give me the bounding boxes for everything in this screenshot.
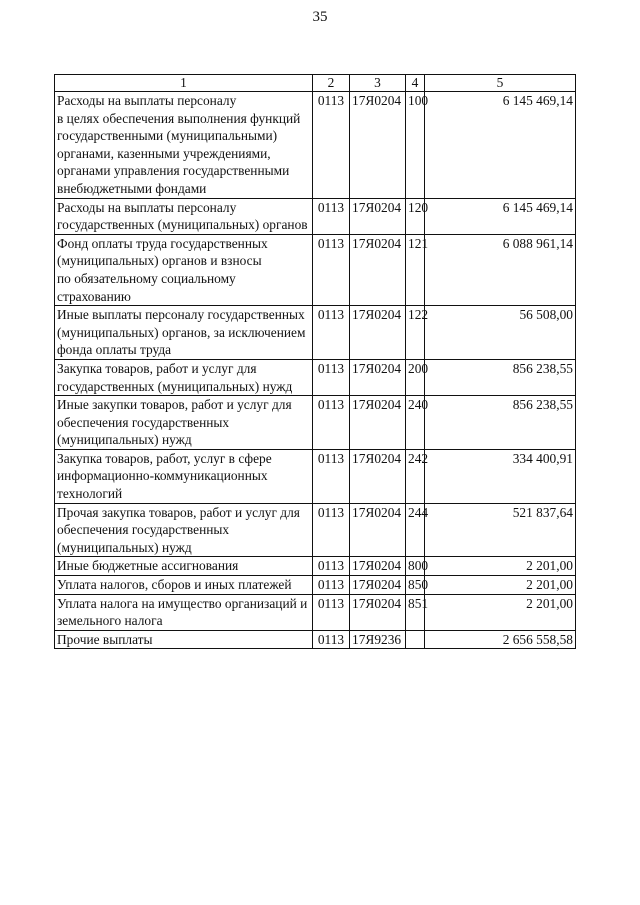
row-name-cell: Расходы на выплаты персоналу в целях обеспечения выполнения функций государственными (муниципальными) органами, казенными учреждениями, органами управления государственными внебюджетными фондами xyxy=(55,92,313,199)
row-article-cell: 17Я0204 xyxy=(350,576,406,595)
row-section-cell: 0113 xyxy=(313,557,350,576)
row-type-cell: 122 xyxy=(406,306,425,360)
row-name-cell: Фонд оплаты труда государственных (муниципальных) органов и взносы по обязательному социальному страхованию xyxy=(55,234,313,305)
header-row xyxy=(55,75,576,92)
row-name-cell: Расходы на выплаты персоналу государственных (муниципальных) органов xyxy=(55,198,313,234)
column-header-5: 5 xyxy=(425,75,576,92)
row-article-cell: 17Я0204 xyxy=(350,396,406,450)
row-section-cell: 0113 xyxy=(313,630,350,649)
column-header-2: 2 xyxy=(313,75,350,92)
row-name-cell: Закупка товаров, работ и услуг для государственных (муниципальных) нужд xyxy=(55,359,313,395)
row-section-cell: 0113 xyxy=(313,198,350,234)
column-header-1: 1 xyxy=(55,75,313,92)
page-number: 35 xyxy=(312,9,328,25)
row-article-cell: 17Я0204 xyxy=(350,594,406,630)
row-name-cell: Иные закупки товаров, работ и услуг для обеспечения государственных (муниципальных) нужд xyxy=(55,396,313,450)
row-section-cell: 0113 xyxy=(313,234,350,305)
row-name-cell: Прочие выплаты xyxy=(55,630,313,649)
row-article-cell: 17Я9236 xyxy=(350,630,406,649)
row-type-cell xyxy=(406,630,425,649)
row-name-cell: Уплата налога на имущество организаций и земельного налога xyxy=(55,594,313,630)
table-row xyxy=(55,594,576,630)
column-header-4: 4 xyxy=(406,75,425,92)
row-article-cell: 17Я0204 xyxy=(350,234,406,305)
row-name-cell: Закупка товаров, работ, услуг в сфере информационно-коммуникационных технологий xyxy=(55,449,313,503)
row-sum-cell: 856 238,55 xyxy=(425,396,576,450)
table-row xyxy=(55,198,576,234)
table-row xyxy=(55,503,576,557)
row-sum-cell: 856 238,55 xyxy=(425,359,576,395)
row-sum-cell: 6 145 469,14 xyxy=(425,198,576,234)
row-type-cell: 851 xyxy=(406,594,425,630)
row-type-cell: 240 xyxy=(406,396,425,450)
row-type-cell: 800 xyxy=(406,557,425,576)
row-article-cell: 17Я0204 xyxy=(350,92,406,199)
row-type-cell: 100 xyxy=(406,92,425,199)
table-row xyxy=(55,576,576,595)
table-row xyxy=(55,306,576,360)
row-sum-cell: 6 088 961,14 xyxy=(425,234,576,305)
row-sum-cell: 56 508,00 xyxy=(425,306,576,360)
table-row xyxy=(55,557,576,576)
row-type-cell: 244 xyxy=(406,503,425,557)
row-article-cell: 17Я0204 xyxy=(350,557,406,576)
table-row xyxy=(55,630,576,649)
row-section-cell: 0113 xyxy=(313,359,350,395)
row-article-cell: 17Я0204 xyxy=(350,359,406,395)
row-section-cell: 0113 xyxy=(313,503,350,557)
row-sum-cell: 2 201,00 xyxy=(425,557,576,576)
row-section-cell: 0113 xyxy=(313,396,350,450)
row-article-cell: 17Я0204 xyxy=(350,449,406,503)
row-article-cell: 17Я0204 xyxy=(350,503,406,557)
row-sum-cell: 2 201,00 xyxy=(425,594,576,630)
row-article-cell: 17Я0204 xyxy=(350,306,406,360)
table-row xyxy=(55,359,576,395)
row-name-cell: Уплата налогов, сборов и иных платежей xyxy=(55,576,313,595)
row-section-cell: 0113 xyxy=(313,594,350,630)
row-section-cell: 0113 xyxy=(313,306,350,360)
row-sum-cell: 334 400,91 xyxy=(425,449,576,503)
row-sum-cell: 2 201,00 xyxy=(425,576,576,595)
row-type-cell: 121 xyxy=(406,234,425,305)
table-row xyxy=(55,234,576,305)
row-name-cell: Иные выплаты персоналу государственных (муниципальных) органов, за исключением фонда оплаты труда xyxy=(55,306,313,360)
row-article-cell: 17Я0204 xyxy=(350,198,406,234)
budget-table xyxy=(54,74,576,649)
table-row xyxy=(55,92,576,199)
row-sum-cell: 521 837,64 xyxy=(425,503,576,557)
row-section-cell: 0113 xyxy=(313,92,350,199)
table-row xyxy=(55,396,576,450)
row-type-cell: 850 xyxy=(406,576,425,595)
row-section-cell: 0113 xyxy=(313,576,350,595)
row-name-cell: Иные бюджетные ассигнования xyxy=(55,557,313,576)
row-sum-cell: 6 145 469,14 xyxy=(425,92,576,199)
row-sum-cell: 2 656 558,58 xyxy=(425,630,576,649)
column-header-3: 3 xyxy=(350,75,406,92)
table-row xyxy=(55,449,576,503)
row-section-cell: 0113 xyxy=(313,449,350,503)
row-type-cell: 242 xyxy=(406,449,425,503)
table-body xyxy=(55,92,576,649)
row-name-cell: Прочая закупка товаров, работ и услуг для обеспечения государственных (муниципальных) нужд xyxy=(55,503,313,557)
row-type-cell: 200 xyxy=(406,359,425,395)
row-type-cell: 120 xyxy=(406,198,425,234)
